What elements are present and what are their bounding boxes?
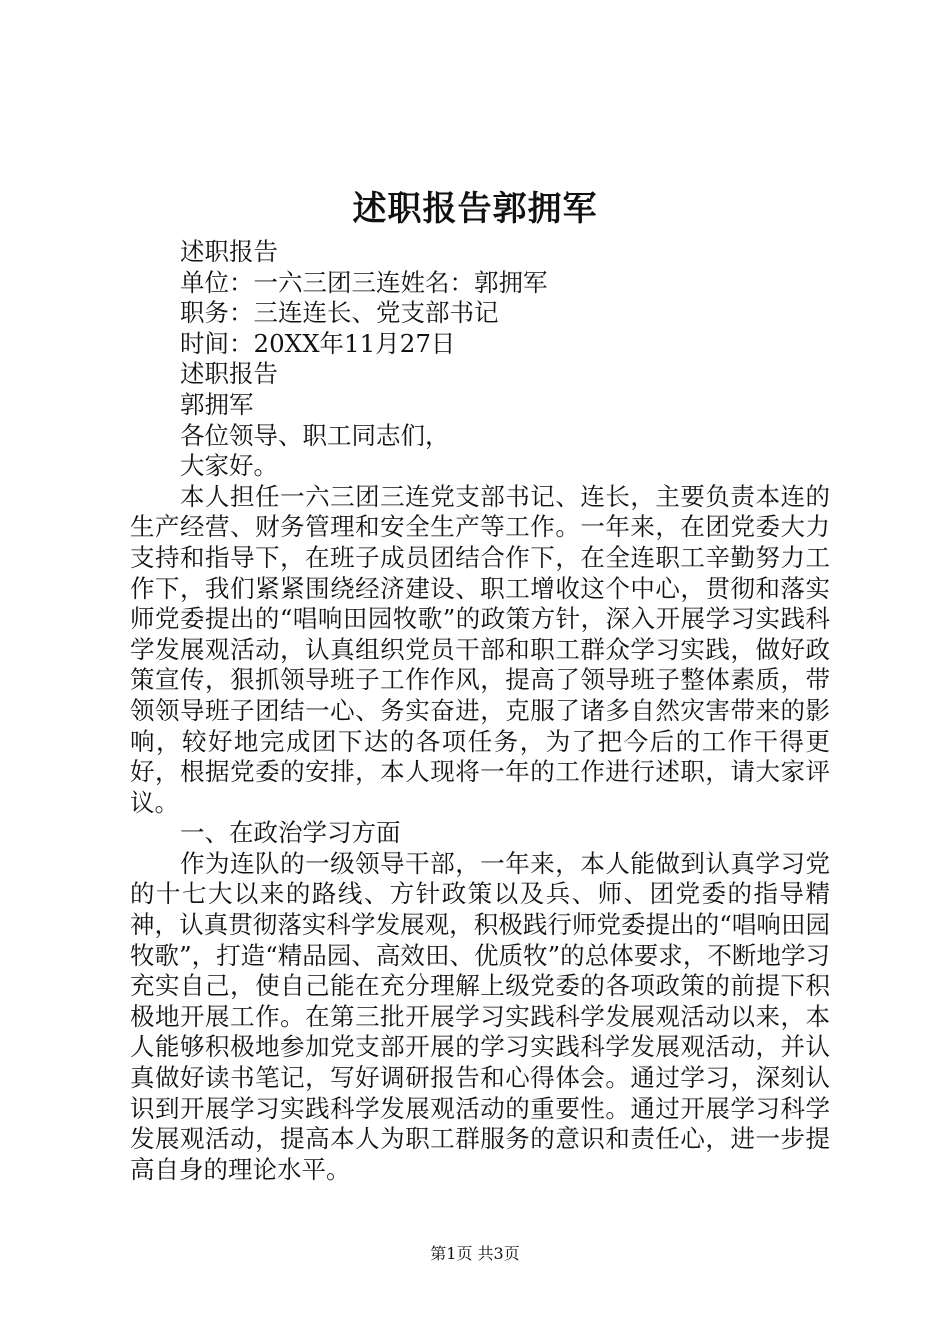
author-line: 郭拥军 (180, 389, 254, 419)
paragraph-intro: 本人担任一六三团三连党支部书记、连长，主要负责本连的生产经营、财务管理和安全生产等工作。一年来，在团党委大力支持和指导下，在班子成员团结合作下，在全连职工辛勤努力工作下，我们紧紧围绕经济建设、职工增收这个中心，贯彻和落实师党委提出的“唱响田园牧歌”的政策方针，深入开展学习实践科学发展观活动，认真组织党员干部和职工群众学习实践，做好政策宣传，狠抓领导班子工作作风，提高了领导班子整体素质，带领领导班子团结一心、务实奋进，克服了诸多自然灾害带来的影响，较好地完成团下达的各项任务，为了把今后的工作干得更好，根据党委的安排，本人现将一年的工作进行述职，请大家评议。 (130, 481, 830, 817)
salutation-line: 各位领导、职工同志们， (180, 420, 450, 450)
greeting-line: 大家好。 (180, 451, 278, 481)
document-body (130, 237, 830, 1185)
paragraph-political-study: 作为连队的一级领导干部，一年来，本人能做到认真学习党的十七大以来的路线、方针政策以及兵、师、团党委的指导精神，认真贯彻落实科学发展观，积极践行师党委提出的“唱响田园牧歌”，打造“精品园、高效田、优质牧”的总体要求，不断地学习充实自己，使自己能在充分理解上级党委的各项政策的前提下积极地开展工作。在第三批开展学习实践科学发展观活动以来，本人能够积极地参加党支部开展的学习实践科学发展观活动，并认真做好读书笔记，写好调研报告和心得体会。通过学习，深刻认识到开展学习实践科学发展观活动的重要性。通过开展学习科学发展观活动，提高本人为职工群服务的意识和责任心，进一步提高自身的理论水平。 (130, 848, 830, 1184)
unit-name-line: 单位：一六三团三连姓名：郭拥军 (180, 267, 548, 297)
subheading-report: 述职报告 (180, 359, 278, 389)
page-footer: 第1页 共3页 (430, 1244, 520, 1263)
document-title: 述职报告郭拥军 (352, 189, 598, 229)
date-line: 时间：20XX年11月27日 (180, 328, 456, 358)
position-line: 职务：三连连长、党支部书记 (180, 298, 499, 328)
heading-line-report: 述职报告 (180, 237, 278, 266)
section-heading-political-study: 一、在政治学习方面 (180, 818, 401, 848)
